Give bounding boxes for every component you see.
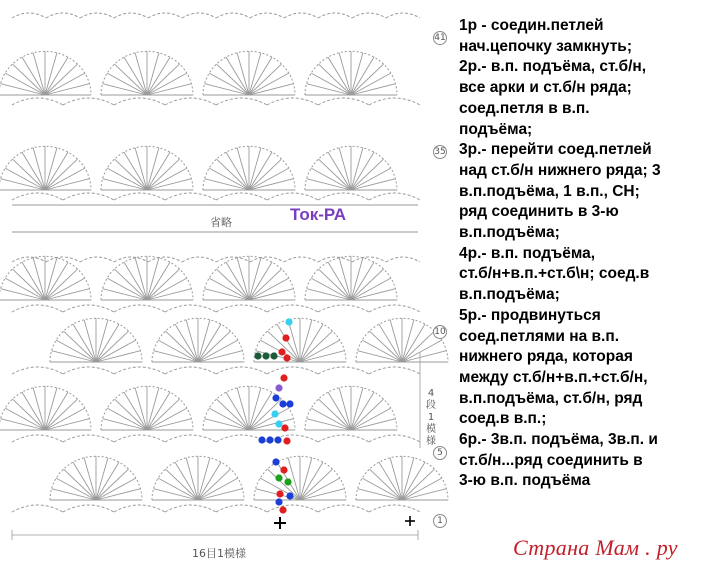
chain-arc — [318, 13, 352, 18]
chain-arc — [250, 13, 284, 18]
stitch-marker — [272, 394, 279, 401]
chain-arc — [63, 193, 114, 200]
chain-arc — [12, 13, 46, 18]
stitch-marker — [275, 384, 282, 391]
chain-arc — [267, 505, 318, 512]
chain-arc — [114, 193, 165, 200]
chain-arc — [12, 505, 63, 512]
chain-arc — [216, 505, 267, 512]
fan-motif — [0, 386, 91, 430]
stitch-marker — [278, 348, 285, 355]
stitch-marker — [266, 436, 273, 443]
instruction-line: 4р.- в.п. подъёма, — [459, 244, 596, 262]
watermark: Ток-РА — [290, 205, 346, 224]
row-marker-1: 1 — [433, 514, 447, 528]
chain-arc — [318, 98, 369, 105]
chain-arc — [318, 505, 369, 512]
chain-arc — [216, 13, 250, 18]
chain-arc — [63, 435, 114, 442]
chain-arc — [12, 435, 63, 442]
start-cross-icon — [274, 517, 286, 529]
chain-arc — [182, 257, 216, 262]
chain-arc — [165, 367, 216, 374]
chain-arc — [318, 367, 369, 374]
stitch-marker — [258, 436, 265, 443]
fan-motif — [305, 146, 397, 190]
chain-arc — [46, 13, 80, 18]
instruction-line: нижнего ряда, которая — [459, 348, 633, 366]
instruction-line: 6р.- 3в.п. подъёма, 3в.п. и — [459, 431, 658, 449]
stitch-marker — [262, 352, 269, 359]
row-marker-10: 10 — [434, 327, 446, 337]
row-marker-35: 35 — [434, 147, 446, 157]
chain-arc — [369, 193, 420, 200]
instruction-line: в.п.подъёма, 1 в.п., СН; — [459, 182, 640, 200]
chain-arc — [148, 13, 182, 18]
stitch-marker — [272, 458, 279, 465]
chain-arc — [114, 505, 165, 512]
fan-motif — [305, 256, 397, 300]
chain-arc — [352, 13, 386, 18]
instruction-line: над ст.б/н нижнего ряда; 3 — [459, 161, 661, 179]
chain-arc — [318, 305, 369, 312]
chain-arc — [386, 13, 420, 18]
chain-arc — [114, 305, 165, 312]
chain-arc — [80, 257, 114, 262]
stitch-marker — [276, 490, 283, 497]
chain-arc — [63, 98, 114, 105]
stitch-marker — [284, 478, 291, 485]
omitted-label: 省略 — [210, 216, 232, 229]
instruction-line: соед.в в.п.; — [459, 410, 547, 428]
instruction-line: соед.петлями на в.п. — [459, 327, 620, 345]
chain-arc — [284, 257, 318, 262]
instruction-line: нач.цепочку замкнуть; — [459, 37, 632, 55]
stitch-marker — [281, 424, 288, 431]
chain-arc — [165, 98, 216, 105]
stitch-marker — [279, 400, 286, 407]
chain-arc — [267, 367, 318, 374]
chain-arc — [216, 98, 267, 105]
instruction-line: 5р.- продвинуться — [459, 306, 601, 324]
stitch-marker — [271, 410, 278, 417]
fan-motif — [0, 146, 91, 190]
fan-motif — [356, 456, 448, 500]
site-logo: Страна Мам . ру — [513, 535, 678, 560]
row-marker-5: 5 — [433, 446, 447, 460]
chain-arc — [216, 305, 267, 312]
fan-motif — [254, 456, 346, 500]
stitch-marker — [283, 437, 290, 444]
chain-arc — [318, 193, 369, 200]
fan-motif — [152, 318, 244, 362]
fan-motif — [203, 256, 295, 300]
stitch-marker — [254, 352, 261, 359]
chain-arc — [284, 13, 318, 18]
stitch-marker — [279, 506, 286, 513]
chain-arc — [12, 98, 63, 105]
chain-arc — [369, 98, 420, 105]
chain-arc — [386, 257, 420, 262]
stitch-marker — [274, 436, 281, 443]
instruction-line: в.п.подъёма, ст.б/н, ряд — [459, 389, 643, 407]
fan-motif — [152, 456, 244, 500]
fan-motif — [101, 51, 193, 95]
chain-arc — [216, 193, 267, 200]
chain-arc — [216, 367, 267, 374]
instruction-line: ст.б/н+в.п.+ст.б\н; соед.в — [459, 265, 650, 283]
instruction-line: ст.б/н...ряд соединить в — [459, 451, 643, 469]
chain-arc — [114, 98, 165, 105]
chain-arc — [165, 505, 216, 512]
chain-arc — [63, 367, 114, 374]
fan-motif — [0, 51, 91, 95]
fan-motif — [356, 318, 448, 362]
chain-arc — [63, 505, 114, 512]
chain-arc — [114, 435, 165, 442]
chain-arc — [267, 98, 318, 105]
chain-arc — [369, 505, 420, 512]
instruction-line: соед.петля в в.п. — [459, 99, 590, 117]
stitch-marker — [280, 374, 287, 381]
chain-arc — [165, 305, 216, 312]
stitch-marker — [283, 354, 290, 361]
fan-motif — [50, 456, 142, 500]
stitch-marker — [280, 466, 287, 473]
row-marker-41: 41 — [434, 33, 446, 43]
chain-arc — [369, 367, 420, 374]
chain-arc — [80, 13, 114, 18]
stitch-marker — [286, 400, 293, 407]
chain-arc — [114, 367, 165, 374]
instruction-line: между ст.б/н+в.п.+ст.б/н, — [459, 368, 648, 386]
side-label: 4段1模様 — [426, 388, 436, 447]
stitch-marker — [270, 352, 277, 359]
chain-arc — [318, 435, 369, 442]
fan-motif — [101, 256, 193, 300]
fan-motif — [203, 146, 295, 190]
fan-motif — [101, 146, 193, 190]
instruction-line: 3р.- перейти соед.петлей — [459, 141, 652, 159]
fan-motif — [305, 386, 397, 430]
chain-arc — [63, 305, 114, 312]
chain-arc — [12, 305, 63, 312]
instructions-text — [459, 16, 717, 492]
chain-arc — [369, 305, 420, 312]
fan-motif — [203, 51, 295, 95]
chain-arc — [182, 13, 216, 18]
stitch-marker — [286, 492, 293, 499]
instruction-line: ряд соединить в 3-ю — [459, 203, 619, 221]
chain-arc — [114, 13, 148, 18]
fan-motif — [101, 386, 193, 430]
stitch-marker — [275, 420, 282, 427]
stitch-marker — [282, 334, 289, 341]
stitch-marker — [275, 498, 282, 505]
instruction-line: 3-ю в.п. подъёма — [459, 472, 591, 490]
chain-arc — [267, 305, 318, 312]
fan-motif — [305, 51, 397, 95]
fan-motif — [0, 256, 91, 300]
instruction-line: подъёма; — [459, 120, 533, 138]
chain-arc — [12, 367, 63, 374]
stitch-marker — [275, 474, 282, 481]
chain-arc — [165, 193, 216, 200]
end-cross-icon — [405, 516, 415, 526]
instruction-line: в.п.подъёма; — [459, 286, 560, 304]
stitch-marker — [285, 318, 292, 325]
chain-arc — [165, 435, 216, 442]
instruction-line: в.п.подъёма; — [459, 224, 560, 242]
chain-arc — [12, 193, 63, 200]
repeat-label: 16目1模様 — [192, 547, 246, 560]
instruction-line: 1р - соедин.петлей — [459, 17, 604, 34]
chain-arc — [369, 435, 420, 442]
chain-arc — [267, 193, 318, 200]
instruction-line: 2р.- в.п. подъёма, ст.б/н, — [459, 58, 647, 76]
instruction-line: все арки и ст.б/н ряда; — [459, 79, 632, 97]
fan-motif — [50, 318, 142, 362]
fan-motifs — [0, 51, 448, 500]
